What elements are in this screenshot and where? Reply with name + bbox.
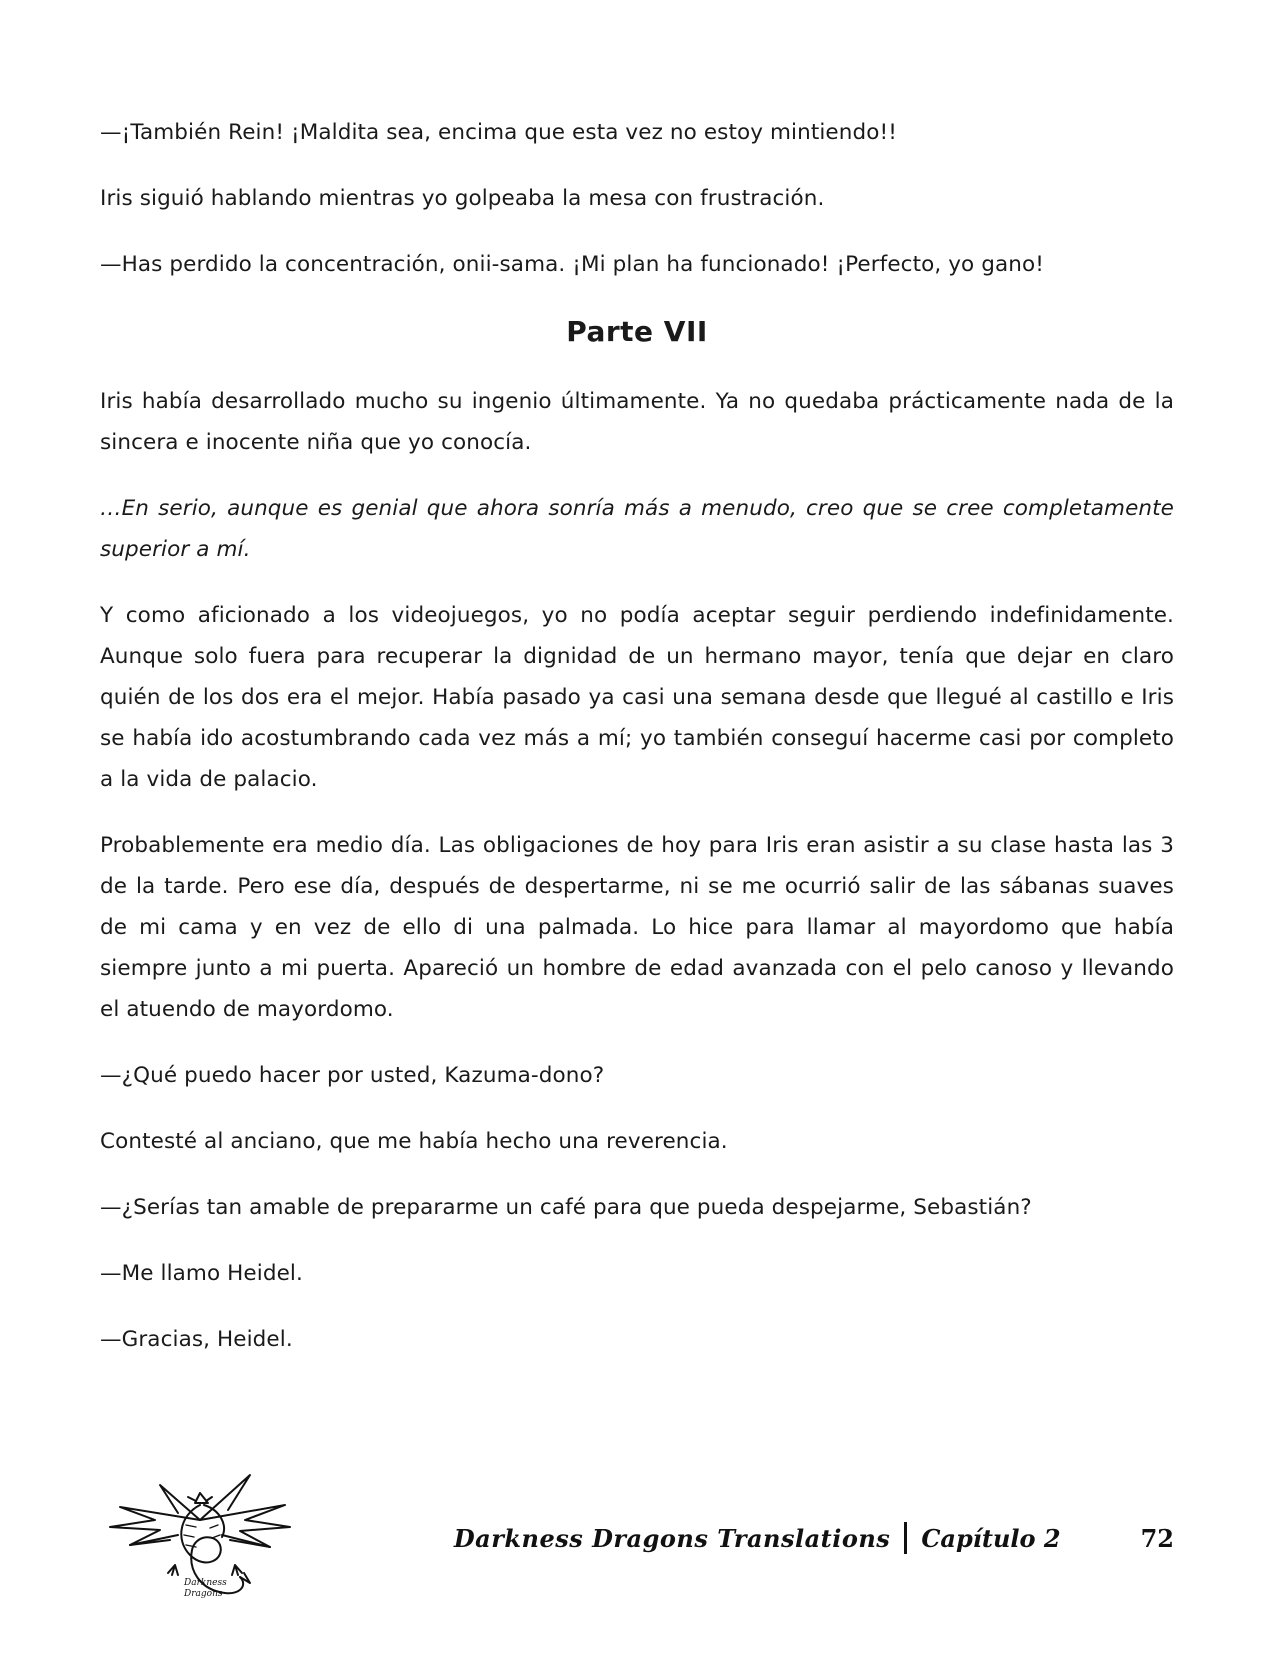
logo-text-darkness: Darkness [184, 1578, 227, 1588]
section-title: Parte VII [566, 315, 708, 348]
paragraph-iris-talking: Iris siguió hablando mientras yo golpeaba la mesa con frustración. [100, 186, 825, 211]
paragraph-videogames: Y como aficionado a los videojuegos, yo no podía aceptar seguir perdiendo indefinidamente. Aunque solo fuera para recuperar la dignidad de un hermano mayor, tenía que dejar en claro quién de los dos era el mejor. Había pasado ya casi una semana desde que llegué al castillo e Iris se había ido acostumbrando cada vez más a mí; yo también conseguí hacerme casi por completo a la vida de palacio. [100, 603, 1174, 792]
paragraph-inner-thought: …En serio, aunque es genial que ahora sonría más a menudo, creo que se cree completamente superior a mí. [100, 496, 1174, 562]
logo-text-dragons: Dragons [184, 1589, 223, 1599]
paragraph-midday: Probablemente era medio día. Las obligaciones de hoy para Iris eran asistir a su clase hasta las 3 de la tarde. Pero ese día, después de despertarme, ni se me ocurrió salir de las sábanas suaves de mi cama y en vez de ello di una palmada. Lo hice para llamar al mayordomo que había siempre junto a mi puerta. Apareció un hombre de edad avanzada con el pelo canoso y llevando el atuendo de mayordomo. [100, 833, 1174, 1022]
footer-separator [904, 1522, 907, 1554]
paragraph-dialogue-rein: —¡También Rein! ¡Maldita sea, encima que esta vez no estoy mintiendo!! [100, 120, 897, 145]
footer-brand: Darkness Dragons Translations [453, 1523, 891, 1553]
document-page [100, 112, 1174, 1385]
paragraph-dialogue-butler: —¿Qué puedo hacer por usted, Kazuma-dono? [100, 1063, 605, 1088]
paragraph-answer-elder: Contesté al anciano, que me había hecho una reverencia. [100, 1129, 728, 1154]
page-footer [100, 1465, 1174, 1605]
footer-chapter: Capítulo 2 [921, 1523, 1061, 1553]
dragon-logo-icon [100, 1465, 300, 1605]
page-number: 72 [1140, 1523, 1174, 1553]
footer-caption [454, 1522, 1174, 1554]
paragraph-dialogue-coffee: —¿Serías tan amable de prepararme un café para que pueda despejarme, Sebastián? [100, 1195, 1032, 1220]
paragraph-dialogue-onii-sama: —Has perdido la concentración, onii-sama. ¡Mi plan ha funcionado! ¡Perfecto, yo gano! [100, 252, 1044, 277]
paragraph-dialogue-heidel: —Me llamo Heidel. [100, 1261, 303, 1286]
paragraph-iris-ingenuity: Iris había desarrollado mucho su ingenio últimamente. Ya no quedaba prácticamente nada de la sincera e inocente niña que yo conocía. [100, 389, 1174, 455]
paragraph-dialogue-thanks: —Gracias, Heidel. [100, 1327, 293, 1352]
